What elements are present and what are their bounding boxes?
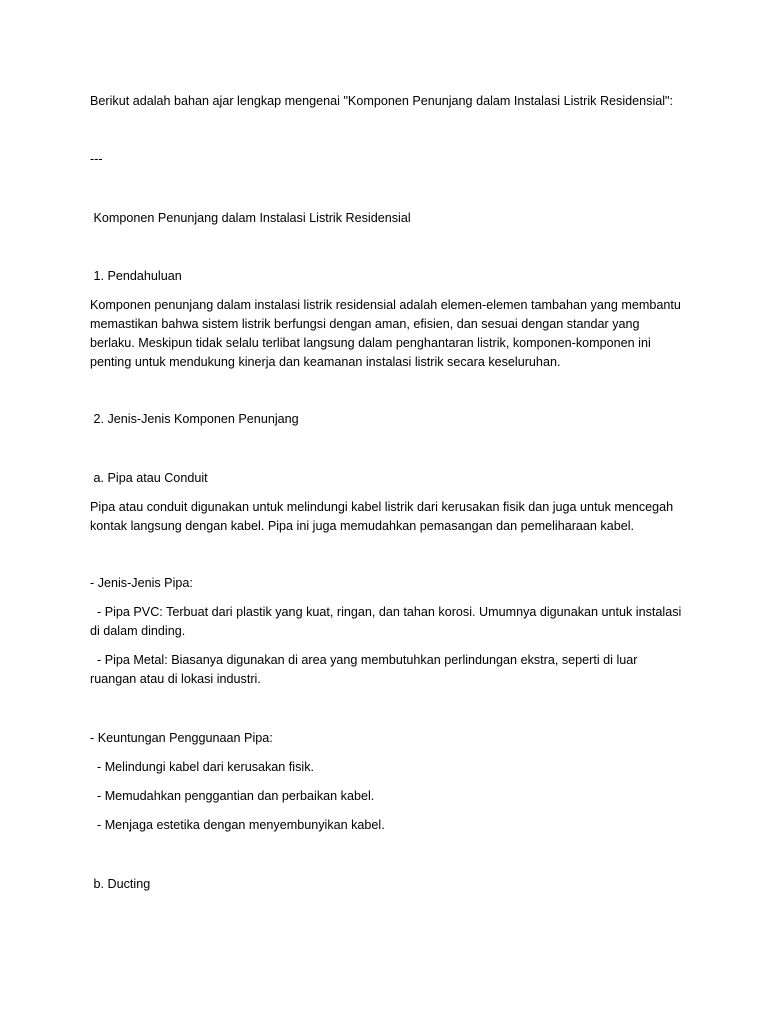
subsection-a-paragraph: Pipa atau conduit digunakan untuk melindungi kabel listrik dari kerusakan fisik dan juga untuk mencegah kontak langsung dengan kabel. Pipa ini juga memudahkan pemasangan dan pemeliharaan kabel. [90, 500, 674, 533]
pipe-benefit-item: - Melindungi kabel dari kerusakan fisik. [90, 760, 314, 774]
document-title: Komponen Penunjang dalam Instalasi Listrik Residensial [90, 211, 411, 225]
pipe-benefit-item: - Memudahkan penggantian dan perbaikan kabel. [90, 789, 375, 803]
subsection-b-heading: b. Ducting [90, 877, 151, 891]
pipe-types-heading: - Jenis-Jenis Pipa: [90, 576, 193, 590]
subsection-a-heading: a. Pipa atau Conduit [90, 471, 208, 485]
pipe-type-item: - Pipa Metal: Biasanya digunakan di area yang membutuhkan perlindungan ekstra, seperti di luar ruangan atau di lokasi industri. [90, 653, 641, 686]
intro-text: Berikut adalah bahan ajar lengkap mengenai "Komponen Penunjang dalam Instalasi Listrik Residensial": [90, 94, 674, 108]
section-2-heading: 2. Jenis-Jenis Komponen Penunjang [90, 412, 299, 426]
separator: --- [90, 152, 103, 166]
pipe-type-item: - Pipa PVC: Terbuat dari plastik yang kuat, ringan, dan tahan korosi. Umumnya digunakan untuk instalasi di dalam dinding. [90, 605, 685, 638]
section-1-paragraph: Komponen penunjang dalam instalasi listrik residensial adalah elemen-elemen tambahan yang membantu memastikan bahwa sistem listrik berfungsi dengan aman, efisien, dan sesuai dengan standar yang berlaku. Meskipun tidak selalu terlibat langsung dalam penghantaran listrik, komponen-komponen ini penting untuk mendukung kinerja dan keamanan instalasi listrik secara keseluruhan. [90, 298, 681, 369]
section-1-heading: 1. Pendahuluan [90, 269, 182, 283]
pipe-benefit-item: - Menjaga estetika dengan menyembunyikan kabel. [90, 818, 385, 832]
pipe-benefits-heading: - Keuntungan Penggunaan Pipa: [90, 731, 273, 745]
